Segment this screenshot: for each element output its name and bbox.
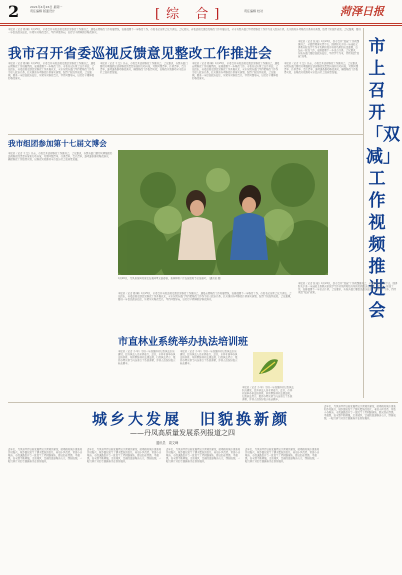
caption-credit: （通讯员 摄） — [208, 277, 223, 280]
photo-caption — [118, 277, 328, 291]
main-article-col4: 本报讯（记者 王 磊）日前，市委召开巡视整改工作推进会。会议要求，各级各部门要切实增强抓好巡视整改的思想自觉和行动自觉，对照问题清单、任务清单、责任清单，逐项逐条推动整改落实，确保整改工作取得实效，以整改实效推动全市经济社会高质量发展。 — [284, 62, 360, 75]
feature-col3: 近年来，丹凤县坚持以新发展理念引领城乡建设，统筹推进城市更新和乡村振兴，城乡面貌发生了翻天覆地的变化。老旧小区改造、背街小巷整治、市政道路提升等一批民生工程相继落地，群众的获得感、幸福感、安全感不断增强。走进城区，宽阔的街道整洁有序，绿树成荫，一幅宜居宜业的美丽画卷正在徐徐展开。 — [166, 448, 241, 464]
main-article-col1: 本报讯（记者 魏 琳）4月25日，市委召开省委巡视反馈意见整改工作推进会，通报前期整改工作进展情况，安排部署下一步整改工作。市委书记出席会议并讲话。会议指出，省委巡视反馈意见整改工作开展以来，全市各级各部门坚持把整改工作作为重大政治任务，扎实推进各项整改任务落实落细，取得了阶段性成效。会议强调，要进一步提高政治站位，压紧压实整改责任，坚持问题导向，以钉钉子精神抓好整改落实。 — [8, 62, 96, 81]
newspaper-logo: 菏泽日报 — [340, 5, 384, 18]
feature-col2: 近年来，丹凤县坚持以新发展理念引领城乡建设，统筹推进城市更新和乡村振兴，城乡面貌发生了翻天覆地的变化。老旧小区改造、背街小巷整治、市政道路提升等一批民生工程相继落地，群众的获得感、幸福感、安全感不断增强。走进城区，宽阔的街道整洁有序，绿树成荫，一幅宜居宜业的美丽画卷正在徐徐展开。 — [87, 448, 162, 464]
photo-illustration — [118, 150, 328, 275]
top-rule-2 — [0, 25, 402, 26]
section-divider — [8, 134, 363, 135]
right-article-text-lower: 本报讯（记者 张 敏）4月22日，我市召开“双减”工作视频推进会，全面贯彻落实党中央、国务院关于进一步减轻义务教育阶段学生作业负担和校外培训负担的决策部署，总结前一阶段工作，安排部署下一步重点任务。会议要求，各地各部门要提高政治站位，坚持学生为本，持续巩固“双减”成果。 — [298, 282, 398, 295]
main-headline: 我市召开省委巡视反馈意见整改工作推进会 — [8, 46, 273, 62]
top-intro-text: 本报讯（记者 魏 琳）4月25日，市委召开省委巡视反馈意见整改工作推进会，通报前期整改工作进展情况，安排部署下一步整改工作。市委书记出席会议并讲话。会议指出，省委巡视反馈意见整改工作开展以来，全市各级各部门坚持把整改工作作为重大政治任务，扎实推进各项整改任务落实落细，取得了阶段性成效。会议强调，要进一步提高政治站位，压紧压实整改责任，坚持问题导向，以钉钉子精神抓好整改落实。 — [8, 28, 361, 35]
section-label: 综 合 — [166, 7, 215, 22]
right-article-text: 本报讯（记者 张 敏）4月22日，我市召开“双减”工作视频推进会，全面贯彻落实党中央、国务院关于进一步减轻义务教育阶段学生作业负担和校外培训负担的决策部署，总结前一阶段工作，安排部署下一步重点任务。会议要求，各地各部门要提高政治站位，坚持学生为本，持续巩固“双减”成果。 — [298, 40, 360, 59]
forestry-col3: 本报讯（记者 李 华）为进一步加强林业行政执法队伍建设，提升执法人员业务能力，近日，市林业局举办执法培训班。培训围绕林业法律法规、行政执法程序、案件办理实务等内容进行了系统讲解，参训人员纷纷表示收获颇丰。 — [242, 386, 294, 402]
feature-subtitle: ——丹凤高质量发展系列报道之四 — [130, 429, 235, 437]
feature-divider — [8, 402, 398, 403]
tea-harvest-photo — [118, 150, 328, 275]
side-headline: 我市组团参加第十七届文博会 — [8, 139, 107, 148]
caption-text: 4月20日，丹凤县茶园村茶农在茶园里采摘春茶，茶园种植户正在抢抓时节采摘茶叶。 — [118, 277, 209, 280]
side-article-text: 本报讯（记者 王 磊）日前，市委召开巡视整改工作推进会。会议要求，各级各部门要切实增强抓好巡视整改的思想自觉和行动自觉，对照问题清单、任务清单、责任清单，逐项逐条推动整改落实，确保整改工作取得实效，以整改实效推动全市经济社会高质量发展。 — [8, 152, 113, 162]
main-article-col2: 本报讯（记者 王 磊）日前，市委召开巡视整改工作推进会。会议要求，各级各部门要切实增强抓好巡视整改的思想自觉和行动自觉，对照问题清单、任务清单、责任清单，逐项逐条推动整改落实，确保整改工作取得实效，以整改实效推动全市经济社会高质量发展。 — [100, 62, 188, 75]
vertical-headline: 市上召开「双减」工作视频推进会 — [366, 37, 400, 321]
issue-date: 2021年4月26日 星期一 — [30, 5, 63, 9]
feature-col5: 近年来，丹凤县坚持以新发展理念引领城乡建设，统筹推进城市更新和乡村振兴，城乡面貌发生了翻天覆地的变化。老旧小区改造、背街小巷整治、市政道路提升等一批民生工程相继落地，群众的获得感、幸福感、安全感不断增强。走进城区，宽阔的街道整洁有序，绿树成荫，一幅宜居宜业的美丽画卷正在徐徐展开。 — [324, 405, 396, 421]
page-number: 2 — [8, 2, 20, 21]
top-rule — [0, 23, 402, 24]
section-title: [综 合] — [155, 7, 226, 22]
forestry-headline: 市直林业系统举办执法培训班 — [118, 337, 248, 348]
feature-col1: 近年来，丹凤县坚持以新发展理念引领城乡建设，统筹推进城市更新和乡村振兴，城乡面貌发生了翻天覆地的变化。老旧小区改造、背街小巷整治、市政道路提升等一批民生工程相继落地，群众的获得感、幸福感、安全感不断增强。走进城区，宽阔的街道整洁有序，绿树成荫，一幅宜居宜业的美丽画卷正在徐徐展开。 — [8, 448, 83, 464]
leaf-icon — [253, 352, 283, 382]
issue-info — [30, 5, 140, 13]
feature-col4: 近年来，丹凤县坚持以新发展理念引领城乡建设，统筹推进城市更新和乡村振兴，城乡面貌发生了翻天覆地的变化。老旧小区改造、背街小巷整治、市政道路提升等一批民生工程相继落地，群众的获得感、幸福感、安全感不断增强。走进城区，宽阔的街道整洁有序，绿树成荫，一幅宜居宜业的美丽画卷正在徐徐展开。 — [245, 448, 320, 464]
issue-editors: 责任编辑 版面设计 — [30, 9, 55, 13]
forestry-col2: 本报讯（记者 李 华）为进一步加强林业行政执法队伍建设，提升执法人员业务能力，近日，市林业局举办执法培训班。培训围绕林业法律法规、行政执法程序、案件办理实务等内容进行了系统讲解，参训人员纷纷表示收获颇丰。 — [180, 350, 238, 366]
feature-byline: 通讯员 周文峰 — [156, 441, 179, 445]
forestry-col1: 本报讯（记者 李 华）为进一步加强林业行政执法队伍建设，提升执法人员业务能力，近日，市林业局举办执法培训班。培训围绕林业法律法规、行政执法程序、案件办理实务等内容进行了系统讲解，参训人员纷纷表示收获颇丰。 — [118, 350, 176, 366]
mid-article-text: 本报讯（记者 魏 琳）4月25日，市委召开省委巡视反馈意见整改工作推进会，通报前期整改工作进展情况，安排部署下一步整改工作。市委书记出席会议并讲话。会议指出，省委巡视反馈意见整改工作开展以来，全市各级各部门坚持把整改工作作为重大政治任务，扎实推进各项整改任务落实落细，取得了阶段性成效。会议强调，要进一步提高政治站位，压紧压实整改责任，坚持问题导向，以钉钉子精神抓好整改落实。 — [118, 292, 293, 302]
main-article-col3: 本报讯（记者 魏 琳）4月25日，市委召开省委巡视反馈意见整改工作推进会，通报前期整改工作进展情况，安排部署下一步整改工作。市委书记出席会议并讲话。会议指出，省委巡视反馈意见整改工作开展以来，全市各级各部门坚持把整改工作作为重大政治任务，扎实推进各项整改任务落实落细，取得了阶段性成效。会议强调，要进一步提高政治站位，压紧压实整改责任，坚持问题导向，以钉钉子精神抓好整改落实。 — [192, 62, 280, 81]
forestry-emblem — [253, 352, 283, 382]
editor-line: 责任编辑 校对 — [244, 9, 263, 13]
feature-headline: 城乡大发展 旧貌换新颜 — [92, 410, 291, 428]
